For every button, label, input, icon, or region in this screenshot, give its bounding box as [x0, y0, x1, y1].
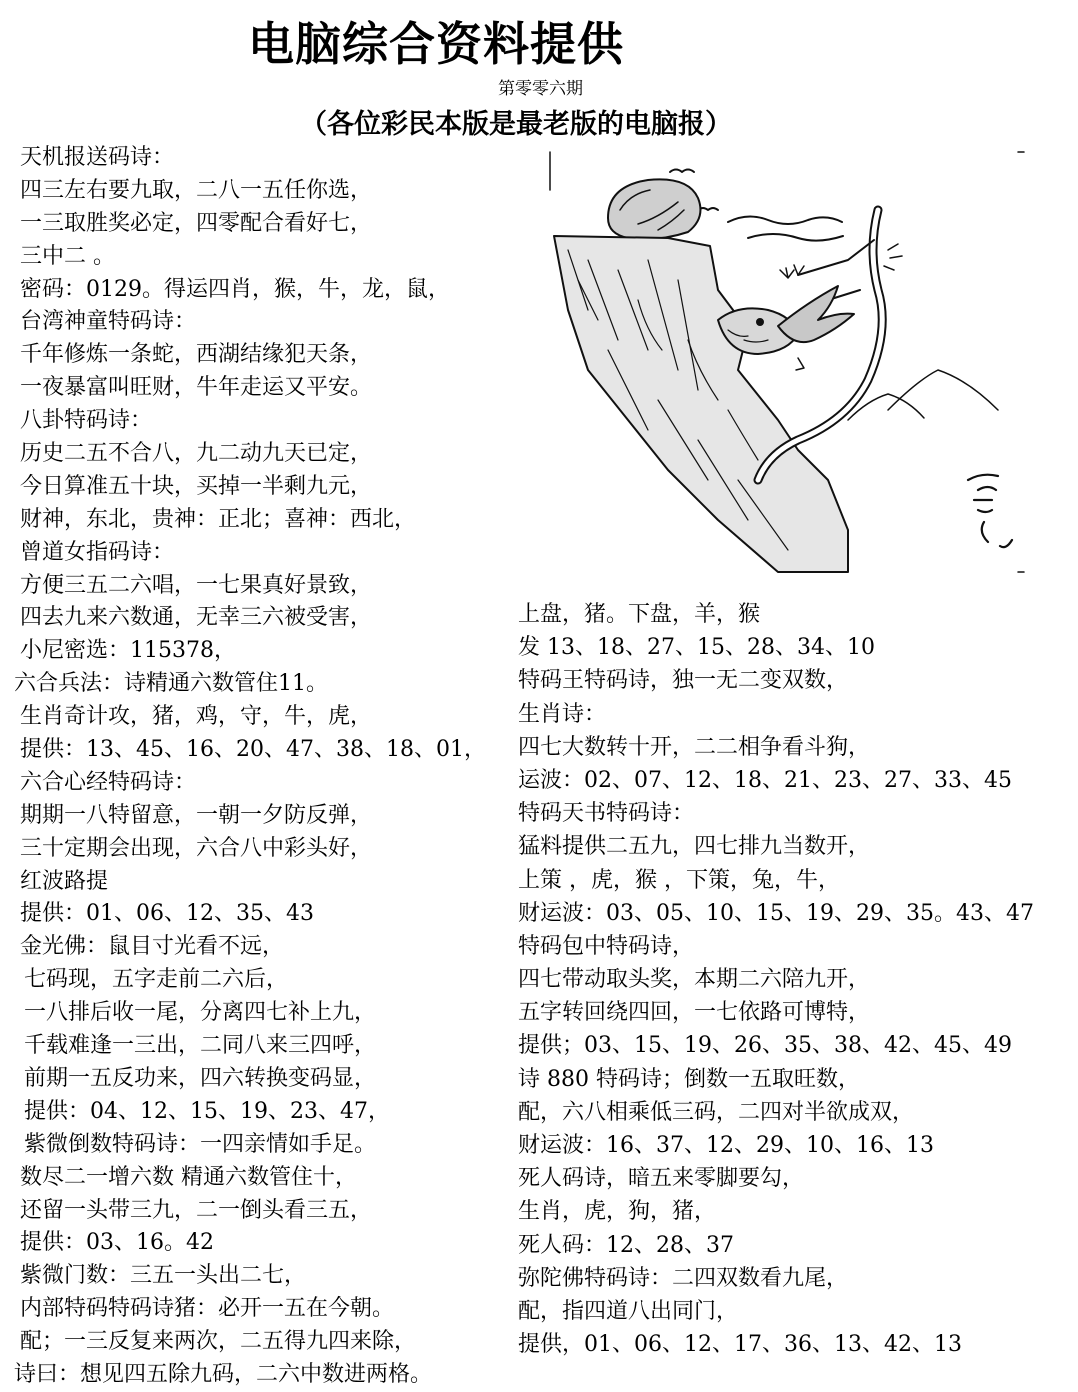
left-column-line: 提供：04、12、15、19、23、47， [24, 1098, 390, 1124]
left-column-line: 提供：13、45、16、20、47、38、18、01， [20, 737, 486, 763]
left-column-line: 八卦特码诗： [20, 408, 153, 434]
left-column-line: 六合心经特码诗： [20, 769, 197, 795]
left-column-line: 诗曰：想见四五除九码，二六中数进两格。 [14, 1361, 433, 1387]
left-column-line: 生肖奇计攻，猪，鸡，守，牛，虎， [20, 704, 373, 730]
left-column-line: 三十定期会出现，六合八中彩头好， [20, 835, 373, 861]
right-column-line: 五字转回绕四回，一七依路可博特， [518, 1000, 871, 1026]
right-column-line: 上策 ，虎，猴 ，下策，兔，牛， [518, 867, 840, 893]
left-column [14, 142, 486, 1392]
right-column-line: 特码天书特码诗： [518, 801, 695, 827]
right-column-line: 诗 880 特码诗；倒数一五取旺数， [518, 1066, 860, 1092]
left-column-line: 千年修炼一条蛇，西湖结缘犯天条， [20, 342, 373, 368]
left-column-line: 四三左右要九取，二八一五任你选， [20, 177, 373, 203]
left-column-line: 天机报送码诗： [20, 145, 175, 170]
right-column-line: 上盘，猪。下盘，羊，猴 [518, 602, 761, 627]
right-column-line: 死人码：12、28、37 [518, 1232, 734, 1258]
left-column-line: 红波路提 [20, 868, 109, 894]
right-column-line: 四七大数转十开，二二相争看斗狗， [518, 734, 871, 760]
left-column-line: 曾道女指码诗： [20, 539, 175, 565]
left-column-line: 四去九来六数通，无幸三六被受害， [20, 605, 373, 631]
right-column-line: 财运波：03、05、10、15、19、29、35。43、47 [518, 900, 1034, 926]
right-column-line: 弥陀佛特码诗：二四双数看九尾， [518, 1265, 849, 1291]
left-column-line: 金光佛：鼠目寸光看不远， [20, 934, 285, 960]
right-column-line: 发 13、18、27、15、28、34、10 [518, 635, 875, 661]
right-column-line: 特码包中特码诗， [518, 933, 695, 959]
left-column-line: 内部特码特码诗猪：必开一五在今朝。 [20, 1296, 395, 1322]
right-column-line: 特码王特码诗，独一无二变双数， [518, 668, 849, 694]
left-column-line: 小尼密选：115378， [20, 638, 236, 664]
left-column-line: 配；一三反复来两次，二五得九四来除， [20, 1329, 417, 1355]
left-column-line: 历史二五不合八，九二动九天已定， [20, 441, 373, 467]
left-column-line: 财神，东北，贵神：正北；喜神：西北， [20, 506, 417, 532]
left-column-line: 一八排后收一尾，分离四七补上九， [24, 1000, 377, 1026]
right-column-line: 生肖诗： [518, 701, 607, 727]
issue-number: 第零零六期 [498, 79, 583, 99]
left-column-line: 六合兵法：诗精通六数管住11。 [14, 671, 328, 697]
left-column-line: 台湾神童特码诗： [20, 309, 197, 335]
right-column-line: 提供，01、06、12、17、36、13、42、13 [518, 1332, 962, 1358]
left-column-line: 一三取胜奖必定，四零配合看好七， [20, 210, 373, 236]
left-column-line: 一夜暴富叫旺财，牛年走运又平安。 [20, 375, 373, 401]
left-column-line: 今日算准五十块，买掉一半剩九元， [20, 473, 373, 499]
page-title: 电脑综合资料提供 [248, 17, 624, 71]
page-subtitle: （各位彩民本版是最老版的电脑报） [300, 109, 732, 140]
left-column-line: 密码：0129。得运四肖，猴，牛，龙，鼠， [20, 276, 450, 302]
right-column-line: 四七带动取头奖，本期二六陪九开， [518, 967, 871, 993]
right-column-line: 猛料提供二五九，四七排九当数开， [518, 834, 871, 860]
left-column-line: 提供：01、06、12、35、43 [20, 901, 314, 927]
right-column-line: 运波：02、07、12、18、21、23、27、33、45 [518, 767, 1012, 793]
right-column [518, 598, 1034, 1361]
eagle-cliff-illustration-icon [548, 150, 1028, 575]
left-column-line: 紫微门数：三五一头出二七， [20, 1263, 307, 1289]
left-column-line: 还留一头带三九，二一倒头看三五， [20, 1197, 373, 1223]
left-column-line: 数尽二一增六数 精通六数管住十， [20, 1164, 357, 1190]
left-column-line: 七码现，五字走前二六后， [24, 967, 289, 993]
left-column-line: 紫微倒数特码诗：一四亲情如手足。 [24, 1131, 377, 1157]
right-column-line: 配，六八相乘低三码，二四对半欲成双， [518, 1099, 915, 1125]
right-column-line: 死人码诗，暗五来零脚要勾， [518, 1166, 805, 1192]
left-column-line: 方便三五二六唱，一七果真好景致， [20, 572, 373, 598]
right-column-line: 配，指四道八出同门， [518, 1298, 739, 1324]
right-column-line: 提供；03、15、19、26、35、38、42、45、49 [518, 1033, 1012, 1059]
left-column-line: 千载难逢一三出，二同八来三四呼， [24, 1033, 377, 1059]
left-column-line: 提供：03、16。42 [20, 1230, 214, 1256]
left-column-line: 三中二 。 [20, 243, 115, 269]
right-column-line: 财运波：16、37、12、29、10、16、13 [518, 1133, 934, 1158]
right-column-line: 生肖，虎，狗，猪， [518, 1199, 717, 1225]
left-column-line: 期期一八特留意，一朝一夕防反弹， [20, 802, 373, 828]
left-column-line: 前期一五反功来，四六转换变码显， [24, 1065, 377, 1091]
